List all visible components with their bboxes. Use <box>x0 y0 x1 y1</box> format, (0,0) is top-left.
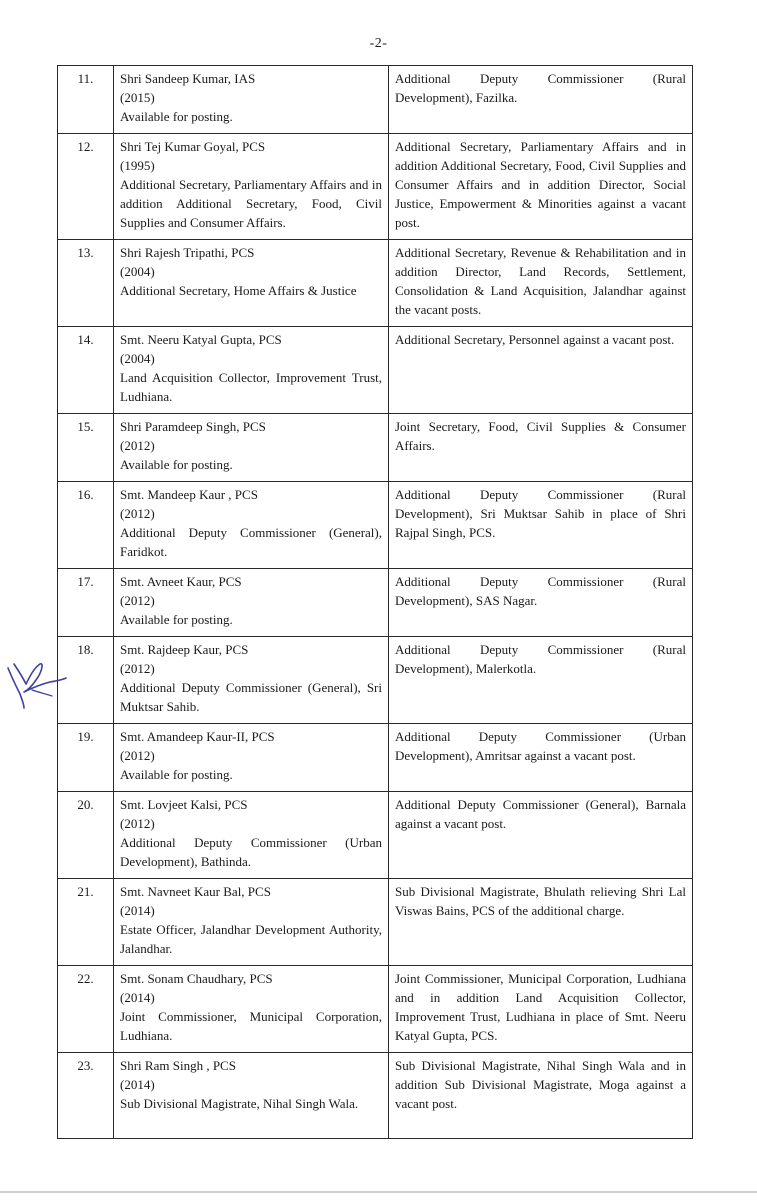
serial-number: 12. <box>58 134 114 240</box>
officer-current-posting: Additional Deputy Commissioner (Urban Development), Bathinda. <box>120 835 382 869</box>
officer-cell <box>114 637 389 724</box>
officer-cell <box>114 414 389 482</box>
serial-number: 11. <box>58 66 114 134</box>
officer-cell <box>114 569 389 637</box>
serial-number: 17. <box>58 569 114 637</box>
officer-current-posting: Additional Deputy Commissioner (General), Sri Muktsar Sahib. <box>120 680 382 714</box>
new-posting: Additional Deputy Commissioner (Rural Development), SAS Nagar. <box>389 569 693 637</box>
officer-name: Smt. Sonam Chaudhary, PCS <box>120 971 273 986</box>
officer-batch-year: (2012) <box>120 593 155 608</box>
officer-cell <box>114 134 389 240</box>
table-row <box>58 414 693 482</box>
new-posting: Additional Secretary, Parliamentary Affairs and in addition Additional Secretary, Food, Civil Supplies and Consumer Affairs and in addition Director, Social Justice, Empowerment & Minorities against a vacant post. <box>389 134 693 240</box>
new-posting: Additional Deputy Commissioner (Rural Development), Malerkotla. <box>389 637 693 724</box>
serial-number: 15. <box>58 414 114 482</box>
serial-number: 22. <box>58 966 114 1053</box>
serial-number: 13. <box>58 240 114 327</box>
officer-current-posting: Additional Deputy Commissioner (General), Faridkot. <box>120 525 382 559</box>
serial-number: 14. <box>58 327 114 414</box>
officer-name: Shri Sandeep Kumar, IAS <box>120 71 256 86</box>
serial-number: 16. <box>58 482 114 569</box>
officer-name: Smt. Navneet Kaur Bal, PCS <box>120 884 271 899</box>
officer-cell <box>114 240 389 327</box>
new-posting: Additional Deputy Commissioner (Rural Development), Fazilka. <box>389 66 693 134</box>
new-posting: Additional Deputy Commissioner (General), Barnala against a vacant post. <box>389 792 693 879</box>
officer-batch-year: (2012) <box>120 661 155 676</box>
new-posting: Additional Secretary, Personnel against a vacant post. <box>389 327 693 414</box>
table-row <box>58 134 693 240</box>
table-row <box>58 724 693 792</box>
officer-name: Smt. Lovjeet Kalsi, PCS <box>120 797 248 812</box>
officer-current-posting: Additional Secretary, Home Affairs & Justice <box>120 283 357 298</box>
officer-name: Smt. Amandeep Kaur-II, PCS <box>120 729 275 744</box>
serial-number: 21. <box>58 879 114 966</box>
posting-order-table <box>57 65 693 1139</box>
officer-batch-year: (2015) <box>120 90 155 105</box>
officer-current-posting: Joint Commissioner, Municipal Corporation, Ludhiana. <box>120 1009 382 1043</box>
new-posting: Additional Deputy Commissioner (Urban Development), Amritsar against a vacant post. <box>389 724 693 792</box>
new-posting: Sub Divisional Magistrate, Nihal Singh Wala and in addition Sub Divisional Magistrate, Moga against a vacant post. <box>389 1053 693 1139</box>
officer-cell <box>114 1053 389 1139</box>
officer-batch-year: (2004) <box>120 351 155 366</box>
serial-number: 19. <box>58 724 114 792</box>
officer-name: Shri Rajesh Tripathi, PCS <box>120 245 255 260</box>
serial-number: 20. <box>58 792 114 879</box>
officer-cell <box>114 966 389 1053</box>
table-row <box>58 569 693 637</box>
officer-current-posting: Estate Officer, Jalandhar Development Authority, Jalandhar. <box>120 922 382 956</box>
signature-scribble <box>2 650 68 710</box>
officer-batch-year: (2012) <box>120 816 155 831</box>
officer-cell <box>114 792 389 879</box>
new-posting: Additional Deputy Commissioner (Rural Development), Sri Muktsar Sahib in place of Shri Rajpal Singh, PCS. <box>389 482 693 569</box>
officer-current-posting: Available for posting. <box>120 767 233 782</box>
officer-name: Smt. Avneet Kaur, PCS <box>120 574 242 589</box>
officer-batch-year: (2014) <box>120 903 155 918</box>
new-posting: Sub Divisional Magistrate, Bhulath relieving Shri Lal Viswas Bains, PCS of the additional charge. <box>389 879 693 966</box>
serial-number: 18. <box>58 637 114 724</box>
officer-current-posting: Land Acquisition Collector, Improvement Trust, Ludhiana. <box>120 370 382 404</box>
officer-name: Shri Tej Kumar Goyal, PCS <box>120 139 266 154</box>
table-row <box>58 792 693 879</box>
table-row <box>58 482 693 569</box>
table-body <box>58 66 693 1139</box>
officer-name: Shri Ram Singh , PCS <box>120 1058 236 1073</box>
officer-batch-year: (2012) <box>120 506 155 521</box>
new-posting: Joint Commissioner, Municipal Corporation, Ludhiana and in addition Land Acquisition Collector, Improvement Trust, Ludhiana in place of Smt. Neeru Katyal Gupta, PCS. <box>389 966 693 1053</box>
officer-current-posting: Sub Divisional Magistrate, Nihal Singh Wala. <box>120 1096 359 1111</box>
officer-current-posting: Available for posting. <box>120 109 233 124</box>
officer-batch-year: (2004) <box>120 264 155 279</box>
officer-cell <box>114 482 389 569</box>
table-row <box>58 66 693 134</box>
scan-edge <box>0 1191 757 1193</box>
serial-number: 23. <box>58 1053 114 1139</box>
officer-batch-year: (2014) <box>120 1077 155 1092</box>
officer-cell <box>114 327 389 414</box>
table-row <box>58 327 693 414</box>
officer-cell <box>114 66 389 134</box>
new-posting: Joint Secretary, Food, Civil Supplies & Consumer Affairs. <box>389 414 693 482</box>
officer-name: Smt. Rajdeep Kaur, PCS <box>120 642 249 657</box>
officer-current-posting: Available for posting. <box>120 612 233 627</box>
page-number: -2- <box>369 36 388 51</box>
table-row <box>58 966 693 1053</box>
officer-cell <box>114 879 389 966</box>
officer-batch-year: (2012) <box>120 748 155 763</box>
officer-batch-year: (1995) <box>120 158 155 173</box>
officer-name: Shri Paramdeep Singh, PCS <box>120 419 266 434</box>
officer-batch-year: (2014) <box>120 990 155 1005</box>
new-posting: Additional Secretary, Revenue & Rehabilitation and in addition Director, Land Records, Settlement, Consolidation & Land Acquisition, Jalandhar against the vacant posts. <box>389 240 693 327</box>
table-row <box>58 240 693 327</box>
officer-cell <box>114 724 389 792</box>
table-row <box>58 637 693 724</box>
officer-batch-year: (2012) <box>120 438 155 453</box>
officer-name: Smt. Mandeep Kaur , PCS <box>120 487 258 502</box>
officer-current-posting: Available for posting. <box>120 457 233 472</box>
officer-name: Smt. Neeru Katyal Gupta, PCS <box>120 332 282 347</box>
officer-current-posting: Additional Secretary, Parliamentary Affairs and in addition Additional Secretary, Food, Civil Supplies and Consumer Affairs. <box>120 177 382 230</box>
table-row <box>58 879 693 966</box>
table-row <box>58 1053 693 1139</box>
